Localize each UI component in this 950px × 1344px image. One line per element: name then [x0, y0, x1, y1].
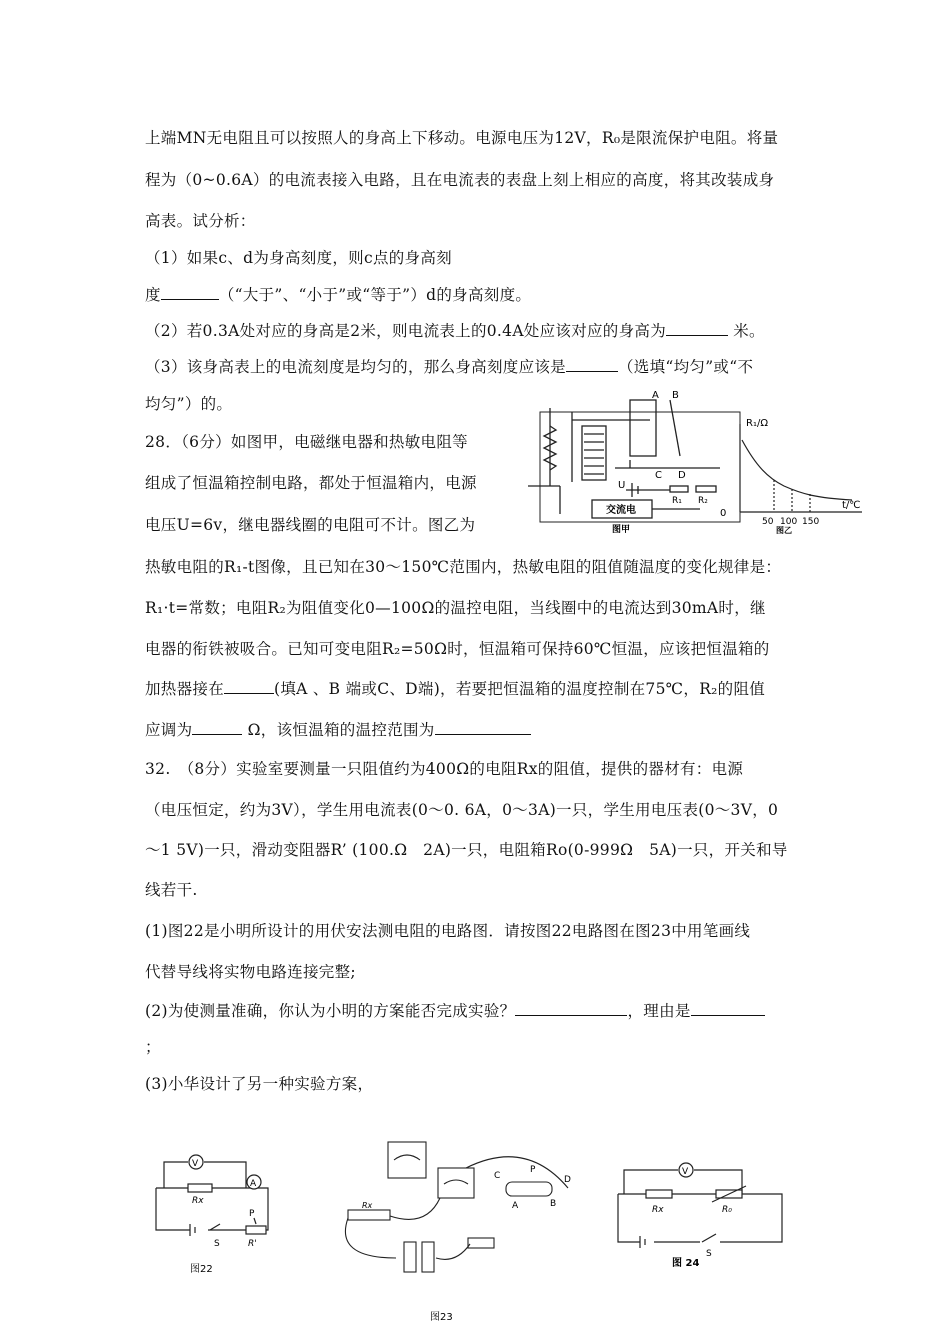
ac-source-label: 交流电: [606, 505, 636, 516]
text: 米。: [733, 322, 765, 340]
answer-blank[interactable]: [161, 285, 219, 300]
rheostat: [246, 1226, 266, 1234]
text: （“大于”、“小于”或“等于”）d的身高刻度。: [218, 286, 532, 304]
text-line: (1)图22是小明所设计的用伏安法测电阻的电路图．请按图22电路图在图23中用笔画线: [145, 922, 751, 940]
meter-v: V: [192, 1159, 199, 1169]
text: ，理由是: [627, 1002, 691, 1020]
caption-22: 图22: [190, 1264, 213, 1275]
text: （3）该身高表上的电流刻度是均匀的，那么身高刻度应该是: [145, 358, 566, 376]
text-line: 代替导线将实物电路连接完整;: [145, 963, 356, 981]
ammeter-device: [438, 1168, 474, 1198]
label-s: S: [214, 1239, 220, 1249]
text-line: （1）如果c、d为身高刻度，则c点的身高刻: [145, 249, 452, 267]
text-line: 电器的衔铁被吸合。已知可变电阻R₂=50Ω时，恒温箱可保持60℃恒温，应该把恒温箱的: [145, 640, 770, 658]
label-a: A: [652, 390, 659, 401]
text-line: [145, 285, 531, 305]
relay-circuit-diagram: [520, 386, 730, 536]
text: Ω，该恒温箱的温控范围为: [247, 721, 435, 739]
label-rprime: R': [248, 1239, 257, 1249]
meter-v: V: [682, 1167, 689, 1177]
caption-24: 图 24: [672, 1258, 700, 1269]
text-line: 程为（0~0.6A）的电流表接入电路，且在电流表的表盘上刻上相应的高度，将其改装成身: [145, 171, 775, 189]
text: (填A 、B 端或C、D端)，若要把恒温箱的温度控制在75℃，R₂的阻值: [274, 680, 766, 698]
text-line: 热敏电阻的R₁-t图像，且已知在30～150℃范围内，热敏电阻的阻值随温度的变化规律是：: [145, 558, 782, 576]
rheostat-device: [506, 1182, 552, 1196]
text-line: ～1 5V)一只，滑动变阻器R’ (100.Ω 2A)一只，电阻箱Ro(0-999Ω 5A)一只，开关和导: [145, 841, 788, 859]
label-r1: R₁: [672, 496, 682, 506]
label-p: P: [249, 1209, 255, 1219]
text-line: [145, 321, 765, 341]
text-line: 28．（6分）如图甲，电磁继电器和热敏电阻等: [145, 433, 468, 451]
label-r0: R₀: [722, 1205, 732, 1215]
text-line: 电压U=6v，继电器线圈的电阻可不计。图乙为: [145, 516, 476, 534]
meter-a: A: [250, 1179, 257, 1189]
text: 应调为: [145, 721, 193, 739]
y-axis-label: R₁/Ω: [746, 418, 768, 429]
x-tick: 100: [780, 517, 798, 527]
figure-24-circuit: [604, 1158, 794, 1270]
label-c: C: [655, 470, 662, 481]
label-b: B: [550, 1199, 557, 1209]
text-line: [145, 357, 753, 377]
label-c: C: [494, 1171, 501, 1181]
contacts: [630, 400, 656, 456]
rx-resistor: [188, 1184, 212, 1192]
switch-device: [468, 1238, 494, 1248]
answer-blank[interactable]: [515, 1001, 627, 1016]
caption-23: 图23: [430, 1312, 453, 1323]
text-line: 上端MN无电阻且可以按照人的身高上下移动。电源电压为12V，R₀是限流保护电阻。将量: [145, 129, 779, 147]
text-line: 线若干.: [145, 881, 198, 899]
r1-resistor: [670, 486, 688, 492]
text-line: 高表。试分析：: [145, 212, 256, 230]
text-line: ；: [145, 1038, 161, 1056]
figure-22-circuit: [148, 1148, 283, 1278]
label-rx: Rx: [192, 1196, 204, 1206]
rx-resistor: [646, 1190, 672, 1198]
voltmeter-device: [388, 1142, 426, 1178]
rx-component: [348, 1210, 390, 1220]
label-rx: Rx: [652, 1205, 664, 1215]
label-a: A: [512, 1201, 519, 1211]
label-d: D: [678, 470, 686, 481]
answer-blank[interactable]: [566, 357, 618, 372]
label-rx: Rx: [362, 1201, 373, 1210]
caption-yi: 图乙: [776, 526, 792, 535]
answer-blank[interactable]: [691, 1001, 765, 1016]
text-line: [145, 679, 765, 699]
text: （选填“均匀”或“不: [617, 358, 754, 376]
answer-blank[interactable]: [666, 321, 728, 336]
label-d: D: [564, 1175, 571, 1185]
enclosure-outline: [540, 412, 740, 522]
x-tick: 50: [762, 517, 774, 527]
text: 度: [145, 286, 161, 304]
answer-blank[interactable]: [224, 679, 274, 694]
label-s: S: [706, 1249, 712, 1259]
r1-curve: [742, 440, 852, 500]
text: （2）若0.3A处对应的身高是2米，则电流表上的0.4A处应该对应的身高为: [145, 322, 667, 340]
label-u: U: [618, 480, 626, 491]
text-line: 均匀”）的。: [145, 395, 233, 413]
r2-resistor: [696, 486, 716, 492]
text-line: R₁·t=常数；电阻R₂为阻值变化0—100Ω的温控电阻，当线圈中的电流达到30mA时，继: [145, 599, 766, 617]
label-b: B: [672, 390, 679, 401]
figure-23-apparatus: [336, 1138, 576, 1328]
x-axis-label: t/℃: [842, 500, 861, 511]
answer-blank[interactable]: [192, 720, 242, 735]
text: (2)为使测量准确，你认为小明的方案能否完成实验？: [145, 1002, 516, 1020]
battery-2: [422, 1242, 434, 1272]
text-line: 组成了恒温箱控制电路，都处于恒温箱内，电源: [145, 474, 477, 492]
text: 加热器接在: [145, 680, 225, 698]
text-line: [145, 720, 531, 740]
text-line: 32. （8分）实验室要测量一只阻值约为400Ω的电阻Rx的阻值，提供的器材有：电源: [145, 760, 744, 778]
text-line: [145, 1001, 765, 1021]
battery-1: [404, 1242, 416, 1272]
origin-label: 0: [720, 508, 727, 519]
caption-jia: 图甲: [612, 525, 631, 535]
label-p: P: [530, 1165, 536, 1175]
text-line: （电压恒定，约为3V），学生用电流表(0～0. 6A，0～3A)一只，学生用电压表(0～3V，0: [145, 801, 779, 819]
label-r2: R₂: [698, 496, 708, 506]
r1-t-graph: [720, 414, 866, 535]
x-tick: 150: [802, 517, 820, 527]
answer-blank[interactable]: [435, 720, 531, 735]
text-line: (3)小华设计了另一种实验方案，: [145, 1075, 374, 1093]
